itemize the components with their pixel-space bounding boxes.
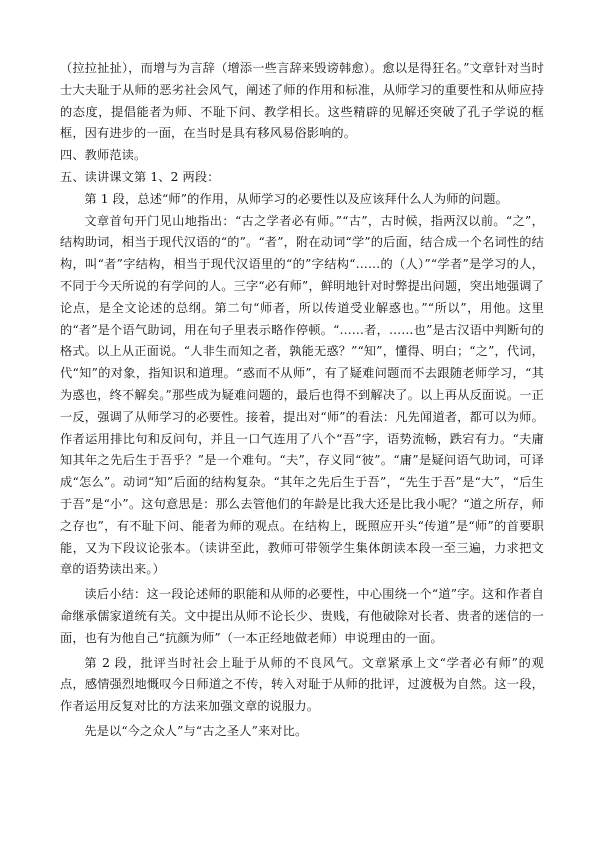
paragraph-section-one-analysis: 文章首句开门见山地指出：“古之学者必有师。”“古”，古时候，指两汉以前。“之”，结构助词，相当于现代汉语的“的”。“者”，附在动词“学”的后面，结合成一个名词性的结构，叫“者”字结构，相当于现代汉语里的“的”字结构“……的（人）”“学者”是学习的人，不同于今天所说的有学问的人。三字“必有师”，鲜明地针对时弊提出问题，突出地强调了论点，是全文论述的总纲。第二句“师者，所以传道受业解惑也。”“所以”，用他。这里的“者”是个语气助词，用在句子里表示略作停顿。“……者，……也”是古汉语中判断句的格式。以上从正面说。“人非生而知之者，孰能无惑？”“知”，懂得、明白；“之”，代词，代“知”的对象，指知识和道理。“惑而不从师”，有了疑难问题而不去跟随老师学习，“其为惑也，终不解矣。”那些成为疑难问题的，最后也得不到解决了。以上再从反面说。一正一反，强调了从师学习的必要性。接着，提出对“师”的看法：凡先闻道者，都可以为师。作者运用排比句和反问句，并且一口气连用了八个“吾”字，语势流畅，跌宕有力。“夫庸知其年之先后生于吾乎？”是一个难句。“夫”，存义同“彼”。“庸”是疑问语气助词，可译成“怎么”。动词“知”后面的结构复杂。“其年之先后生于吾”，“先生于吾”是“大”，“后生于吾”是“小”。这句意思是：那么去管他们的年龄是比我大还是比我小呢？“道之所存，师之存也”，有不耻下问、能者为师的观点。在结构上，既照应开头“传道”是“师”的首要职能，又为下段议论张本。（读讲至此，教师可带领学生集体朗读本段一至三遍，力求把文章的语势读出来。） [60, 213, 544, 577]
paragraph-reading-summary: 读后小结：这一段论述师的职能和从师的必要性，中心围绕一个“道”字。这和作者自命继承儒家道统有关。文中提出从师不论长少、贵贱，有他破除对长者、贵者的迷信的一面，也有为他自己“抗颜为师”（一本正经地做老师）申说理由的一面。 [60, 587, 544, 645]
paragraph-step-four: 四、教师范读。 [60, 148, 147, 163]
paragraph-comparison: 先是以“今之众人”与“古之圣人”来对比。 [84, 723, 308, 738]
paragraph-intro-continuation: （拉拉扯扯），而增与为言辞（增添一些言辞来毁谤韩愈）。愈以是得狂名。”文章针对当时士大夫耻于从师的恶劣社会风气，阐述了师的作用和标准，从师学习的重要性和从师应持的态度，提倡能者为师、不耻下问、教学相长。这些精辟的见解还突破了孔子学说的框框，因有进步的一面，在当时是具有移风易俗影响的。 [60, 61, 544, 141]
paragraph-step-five: 五、读讲课文第 1、2 两段： [60, 169, 220, 184]
paragraph-section-one-summary: 第 1 段，总述“师”的作用，从师学习的必要性以及应该拜什么人为师的问题。 [84, 191, 508, 206]
paragraph-section-two: 第 2 段，批评当时社会上耻于从师的不良风气。文章紧承上文“学者必有师”的观点，感情强烈地慨叹今日师道之不传，转入对耻于从师的批评，过渡极为自然。这一段，作者运用反复对比的方法来加强文章的说服力。 [60, 655, 544, 714]
document-body [60, 58, 544, 743]
